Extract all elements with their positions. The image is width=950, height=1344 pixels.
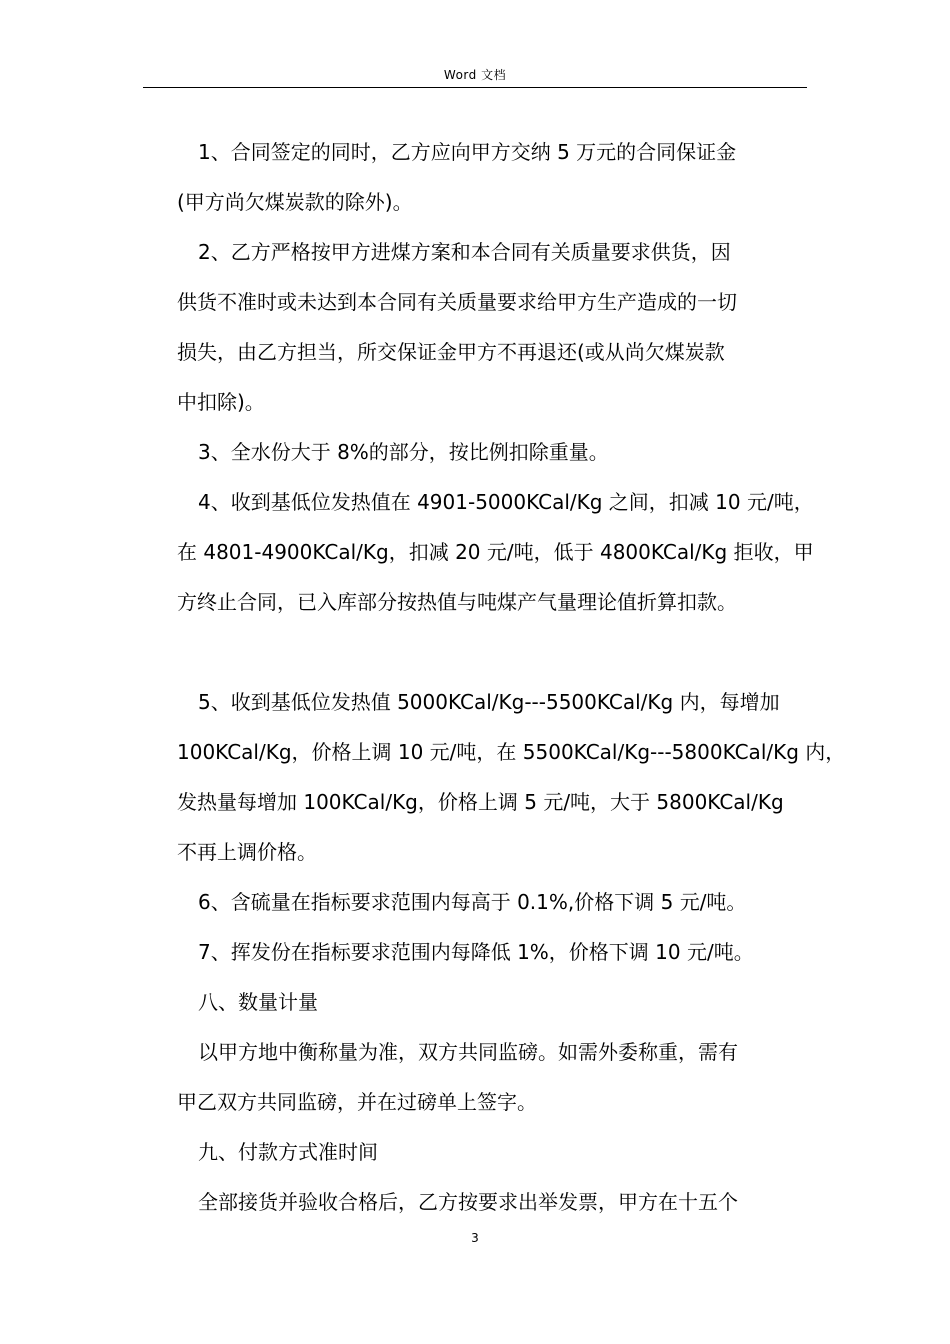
- clause-3-line-1: 3、全水份大于 8%的部分，按比例扣除重量。: [198, 440, 609, 464]
- page-header: Word 文档: [443, 68, 507, 82]
- clause-2-line-3: 损失，由乙方担当，所交保证金甲方不再退还(或从尚欠煤炭款: [177, 340, 725, 364]
- clause-4-line-2: 在 4801-4900KCal/Kg，扣减 20 元/吨，低于 4800KCal/Kg 拒收，甲: [177, 540, 814, 564]
- clause-7-line-1: 7、挥发份在指标要求范围内每降低 1%，价格下调 10 元/吨。: [198, 940, 754, 964]
- clause-2-line-2: 供货不准时或未达到本合同有关质量要求给甲方生产造成的一切: [177, 290, 737, 314]
- page-number: 3: [471, 1231, 479, 1245]
- section-8-line-1: 以甲方地中衡称量为准，双方共同监磅。如需外委称重，需有: [198, 1040, 738, 1064]
- clause-5-line-2: 100KCal/Kg，价格上调 10 元/吨，在 5500KCal/Kg---5800KCal/Kg 内，: [177, 740, 846, 764]
- section-8-line-2: 甲乙双方共同监磅，并在过磅单上签字。: [177, 1090, 537, 1114]
- clause-4-line-3: 方终止合同，已入库部分按热值与吨煤产气量理论值折算扣款。: [177, 590, 737, 614]
- section-8-heading: 八、数量计量: [198, 990, 318, 1014]
- clause-1-line-2: (甲方尚欠煤炭款的除外)。: [177, 190, 413, 214]
- section-9-heading: 九、付款方式准时间: [198, 1140, 378, 1164]
- clause-2-line-4: 中扣除)。: [177, 390, 265, 414]
- clause-6-line-1: 6、含硫量在指标要求范围内每高于 0.1%,价格下调 5 元/吨。: [198, 890, 747, 914]
- clause-2-line-1: 2、乙方严格按甲方进煤方案和本合同有关质量要求供货，因: [198, 240, 731, 264]
- header-divider: [143, 87, 807, 88]
- clause-5-line-1: 5、收到基低位发热值 5000KCal/Kg---5500KCal/Kg 内，每增加: [198, 690, 780, 714]
- blank-line: [177, 627, 817, 677]
- document-body: [177, 127, 846, 1227]
- clause-4-line-1: 4、收到基低位发热值在 4901-5000KCal/Kg 之间，扣减 10 元/吨，: [198, 490, 814, 514]
- clause-1-line-1: 1、合同签定的同时，乙方应向甲方交纳 5 万元的合同保证金: [198, 140, 737, 164]
- section-9-line-1: 全部接货并验收合格后，乙方按要求出举发票，甲方在十五个: [198, 1190, 738, 1214]
- clause-5-line-4: 不再上调价格。: [177, 840, 317, 864]
- clause-5-line-3: 发热量每增加 100KCal/Kg，价格上调 5 元/吨，大于 5800KCal/Kg: [177, 790, 784, 814]
